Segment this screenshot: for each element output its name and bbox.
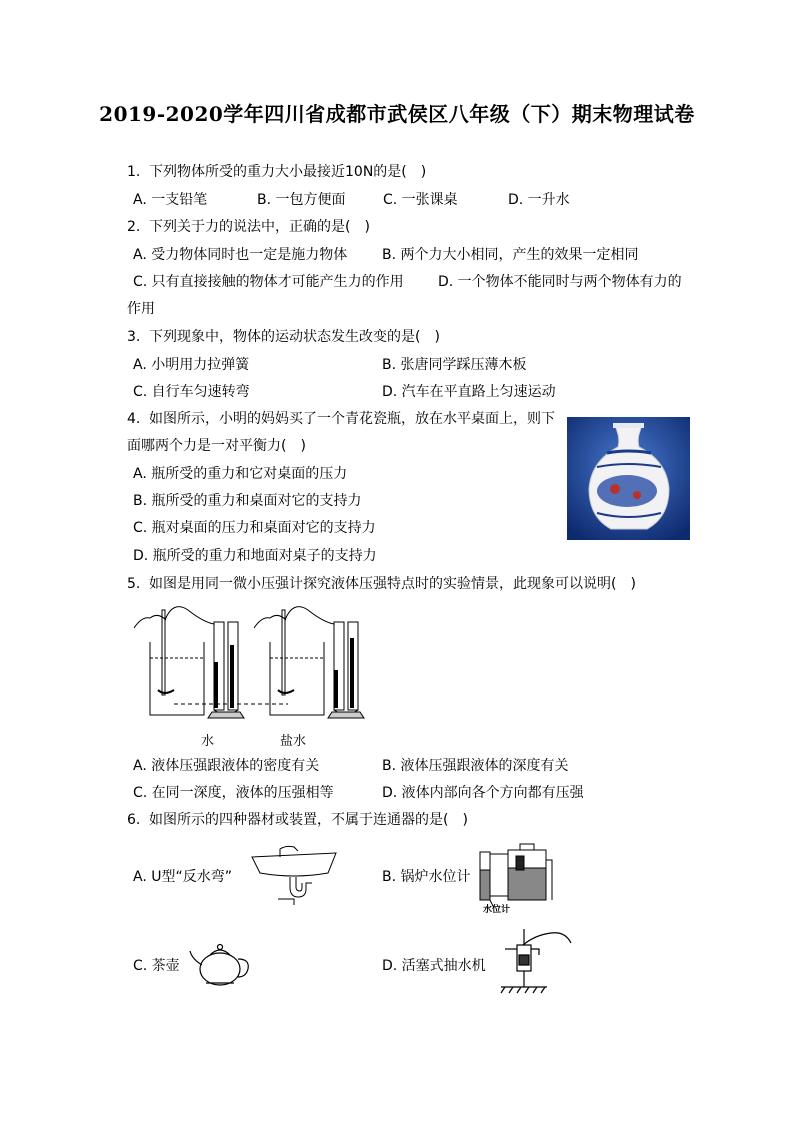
question-stem: 下列现象中，物体的运动状态发生改变的是( ) [149,329,440,345]
question-stem: 下列物体所受的重力大小最接近10N的是( ) [149,164,427,180]
pressure-gauge-figure [128,600,368,725]
question-5 [127,575,636,593]
option-a: A. 液体压强跟液体的密度有关 [133,758,320,774]
question-stem: 下列关于力的说法中，正确的是( ) [149,219,370,235]
question-stem: 如图所示，小明的妈妈买了一个青花瓷瓶，放在水平桌面上，则下 [149,411,555,427]
caption-salt-water: 盐水 [280,734,307,749]
question-stem: 如图是用同一微小压强计探究液体压强特点时的实验情景，此现象可以说明( ) [149,576,636,592]
vase-image [567,417,690,540]
question-3 [127,328,440,346]
option-d: D. 活塞式抽水机 [382,958,486,974]
option-c: C. 自行车匀速转弯 [133,384,250,400]
option-b: B. 两个力大小相同，产生的效果一定相同 [382,247,639,263]
u-trap-sink-figure [250,843,338,905]
question-number: 2. [127,219,141,235]
option-d: D. 瓶所受的重力和地面对桌子的支持力 [133,548,377,564]
question-2 [127,218,370,236]
question-number: 1. [127,164,141,180]
option-b: B. 液体压强跟液体的深度有关 [382,758,569,774]
piston-pump-figure [495,925,575,997]
option-d: D. 液体内部向各个方向都有压强 [382,785,584,801]
question-number: 5. [127,576,141,592]
question-stem: 如图所示的四种器材或装置，不属于连通器的是( ) [149,812,468,828]
option-d: D. 一个物体不能同时与两个物体有力的 [438,274,682,290]
question-number: 6. [127,812,141,828]
page-title: 2019-2020学年四川省成都市武侯区八年级（下）期末物理试卷 [99,102,695,126]
option-c: C. 只有直接接触的物体才可能产生力的作用 [133,274,404,290]
option-a: A. 一支铅笔 [133,192,208,208]
option-c: C. 瓶对桌面的压力和桌面对它的支持力 [133,520,376,536]
option-d: D. 一升水 [508,192,570,208]
option-c: C. 一张课桌 [383,192,458,208]
option-b: B. 张唐同学踩压薄木板 [382,357,527,373]
question-1 [127,163,426,181]
question-stem-line2: 面哪两个力是一对平衡力( ) [127,438,306,454]
option-b: B. 锅炉水位计 [382,869,471,885]
question-number: 3. [127,329,141,345]
question-4 [127,410,555,428]
option-d: D. 汽车在平直路上匀速运动 [382,384,556,400]
option-c: C. 茶壶 [133,958,180,974]
option-a: A. 小明用力拉弹簧 [133,357,250,373]
option-b: B. 一包方便面 [257,192,346,208]
caption-water: 水 [201,734,215,749]
question-6 [127,811,468,829]
option-d-wrap: 作用 [127,301,155,317]
question-number: 4. [127,411,141,427]
water-gauge-label: 水位计 [483,905,511,915]
option-a: A. 瓶所受的重力和它对桌面的压力 [133,466,348,482]
teapot-figure [188,935,252,991]
option-c: C. 在同一深度，液体的压强相等 [133,785,334,801]
option-a: A. U型“反水弯” [133,869,232,885]
option-a: A. 受力物体同时也一定是施力物体 [133,247,348,263]
option-b: B. 瓶所受的重力和桌面对它的支持力 [133,493,362,509]
